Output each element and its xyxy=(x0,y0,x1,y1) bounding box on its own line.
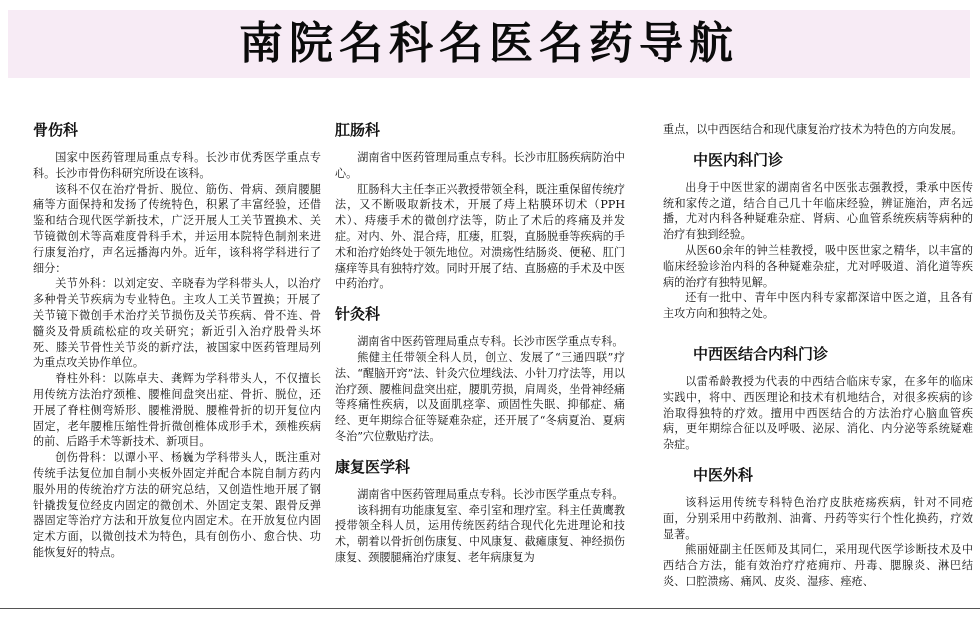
section-heading: 肛肠科 xyxy=(335,121,381,139)
paragraph-continuation: 重点，以中西医结合和现代康复治疗技术为特色的方向发展。 xyxy=(663,123,963,136)
paragraph: 湖南省中医药管理局重点专科。长沙市医学重点专科。 xyxy=(357,335,624,349)
section-heading: 骨伤科 xyxy=(33,121,79,139)
paragraph: 湖南省中医药管理局重点专科。长沙市医学重点专科。 xyxy=(357,487,624,501)
paragraph: 该科运用传统专科特色治疗皮肤疮疡疾病，针对不同疮面，分别采用中药散剂、油膏、丹药等实行个性化换药，疗效显著。 xyxy=(663,495,973,541)
paragraph: 关节外科：以刘定安、辛晓春为学科带头人，以治疗多种骨关节疾病为专业特色。主攻人工关节置换；开展了关节镜下微创手术治疗关节损伤及关节疾病、骨不连、骨髓炎及骨质疏松症的攻关研究；新近引入治疗股骨头坏死、膝关节骨性关节炎的新疗法，被国家中医药管理局列为重点攻关协作单位。 xyxy=(33,277,321,370)
page-title: 南院名科名医名药导航 xyxy=(239,18,739,69)
paragraph: 创伤骨科：以谭小平、杨巍为学科带头人，既注重对传统手法复位加自制小夹板外固定并配合本院自制方药内服外用的传统治疗方法的研究总结，又创造性地开展了钢针撬拨复位经皮内固定的微创术、外固定支架、跟骨反弹器固定等治疗方法和开放复位内固定术。在开放复位内固定术方面，以微创技术为特色，具有创伤小、愈合快、功能恢复好的特点。 xyxy=(33,451,321,559)
paragraph: 该科不仅在治疗骨折、脱位、筋伤、骨病、颈肩腰腿痛等方面保持和发扬了传统特色，积累了丰富经验，还借鉴和结合现代医学新技术，广泛开展人工关节置换术、关节镜微创术等高难度骨科手术，并运用本院特色制剂来进行康复治疗，声名远播海内外。近年，该科将学科进行了细分： xyxy=(33,182,321,275)
title-banner xyxy=(8,10,970,78)
paragraph: 还有一批中、青年中医内科专家都深谙中医之道，且各有主攻方向和独特之处。 xyxy=(663,291,973,321)
paragraph: 湖南省中医药管理局重点专科。长沙市肛肠疾病防治中心。 xyxy=(335,151,625,180)
section-heading: 中医内科门诊 xyxy=(693,150,784,169)
paragraph: 该科拥有功能康复室、牵引室和理疗室。科主任黄鹰教授带领全科人员，运用传统医药结合现代化先进理论和技术，朝着以骨折创伤康复、中风康复、截瘫康复、神经损伤康复、颈腰腿痛治疗康复、老年病康复为 xyxy=(335,503,625,564)
bottom-rule xyxy=(0,608,980,609)
paragraph: 以雷希龄教授为代表的中西结合临床专家，在多年的临床实践中，将中、西医理论和技术有机地结合，对很多疾病的诊治取得独特的疗效。擅用中西医结合的方法治疗心脑血管疾病，更年期综合征以及呼吸、泌尿、消化、内分泌等系统疑难杂症。 xyxy=(663,374,973,452)
section-heading: 康复医学科 xyxy=(335,457,411,476)
paragraph: 脊柱外科：以陈卓夫、龚辉为学科带头人，不仅擅长用传统方法治疗颈椎、腰椎间盘突出症、骨折、脱位，还开展了脊柱侧弯矫形、腰椎滑脱、腰椎骨折的切开复位内固定，老年腰椎压缩性骨折微创椎体成形手术，颈椎疾病的前、后路手术等新技术、新项目。 xyxy=(33,372,321,449)
section-heading: 中西医结合内科门诊 xyxy=(693,344,829,363)
section-heading: 中医外科 xyxy=(693,465,754,484)
paragraph: 肛肠科大主任李正兴教授带领全科，既注重保留传统疗法，又不断吸取新技术，开展了痔上粘膜环切术（PPH术）、痔瘘手术的微创疗法等，防止了术后的疼痛及并发症。对内、外、混合痔，肛瘘，肛裂，直肠脱垂等疾病的手术和治疗始终处于领先地位。对溃疡性结肠炎、便秘、肛门瘙痒等具有独特疗效。同时开展了结、直肠癌的手术及中医中药治疗。 xyxy=(335,182,625,291)
paragraph: 熊健主任带领全科人员，创立、发展了“三通四联”疗法、“醒脑开窍”法、针灸穴位埋线法、小针刀疗法等，用以治疗颈、腰椎间盘突出症，腰肌劳损，肩周炎，坐骨神经痛等疼痛性疾病，以及面肌痉挛、顽固性失眠、抑郁症、痛经、更年期综合征等疑难杂症，还开展了“冬病夏治、夏病冬治”穴位敷贴疗法。 xyxy=(335,350,625,443)
paragraph: 熊丽娅副主任医师及其同仁，采用现代医学诊断技术及中西结合方法，能有效治疗疗疮痈疖、丹毒、腮腺炎、淋巴结炎、口腔溃疡、痛风、皮炎、湿疹、痤疮、 xyxy=(663,543,973,588)
column-right xyxy=(663,122,973,590)
section-heading: 针灸科 xyxy=(335,305,381,324)
paragraph: 出身于中医世家的湖南省名中医张志强教授，秉承中医传统和家传之道，结合自己几十年临床经验，辨证施治，声名远播，尤对内科各种疑难杂症、肾病、心血管系统疾病等病种的治疗有独到经验。 xyxy=(663,180,973,242)
column-orthopedics xyxy=(33,120,321,561)
column-middle xyxy=(335,120,625,566)
paragraph: 国家中医药管理局重点专科。长沙市优秀医学重点专科。长沙市骨伤科研究所设在该科。 xyxy=(33,151,321,180)
paragraph: 从医60余年的钟兰桂教授，吸中医世家之精华，以丰富的临床经验诊治内科的各种疑难杂症，尤对呼吸道、消化道等疾病的治疗有独特见解。 xyxy=(663,243,973,289)
